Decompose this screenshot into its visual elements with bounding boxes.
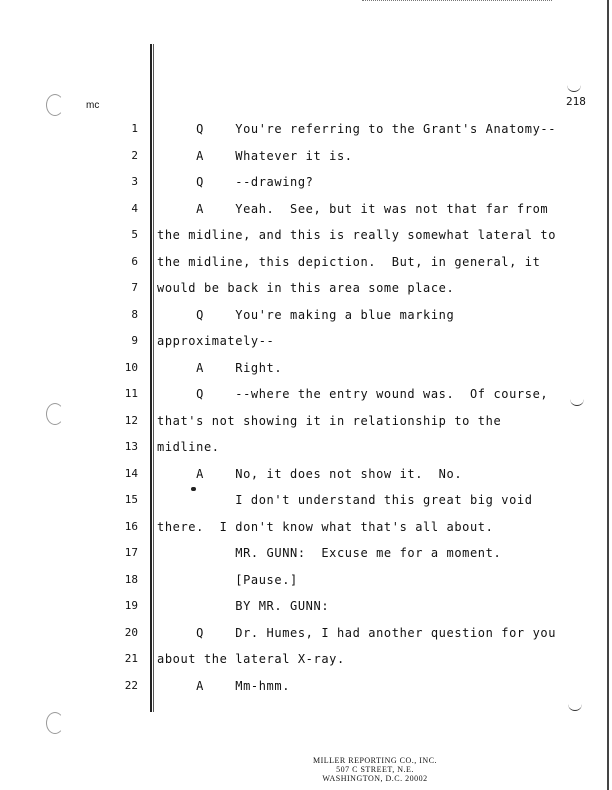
transcript-line: A Yeah. See, but it was not that far from: [157, 201, 549, 216]
line-number: 7: [131, 281, 138, 294]
transcript-line: that's not showing it in relationship to the: [157, 413, 502, 428]
transcript-line: the midline, and this is really somewhat lateral to: [157, 228, 557, 242]
check-mark-bottom: [568, 703, 582, 711]
transcript-line: [Pause.]: [157, 572, 298, 587]
transcript-line: A Right.: [157, 360, 283, 375]
transcript-line: A Mm-hmm.: [157, 678, 291, 693]
line-number: 11: [124, 387, 138, 400]
line-number: 22: [124, 678, 138, 692]
line-number: 20: [124, 625, 138, 639]
line-number: 8: [131, 307, 138, 321]
line-number: 2: [131, 148, 138, 162]
page-number: 218: [566, 95, 586, 108]
line-number: 13: [124, 440, 138, 453]
transcript-line: Q You're referring to the Grant's Anatomy--: [157, 122, 557, 136]
page-right-edge: [607, 0, 609, 790]
transcript-line: midline.: [157, 440, 220, 454]
transcript-line: MR. GUNN: Excuse me for a moment.: [157, 546, 502, 560]
line-number: 6: [131, 254, 138, 268]
line-number: 3: [131, 175, 138, 188]
reporter-footer: [270, 756, 480, 783]
transcript-body: [157, 119, 597, 702]
transcript-line: A No, it does not show it. No.: [157, 466, 463, 481]
transcript-line: the midline, this depiction. But, in general, it: [157, 254, 541, 269]
footer-company: MILLER REPORTING CO., INC.: [312, 756, 438, 765]
left-margin-rule: [150, 44, 152, 712]
line-number: 15: [124, 493, 138, 506]
transcript-line: A Whatever it is.: [157, 148, 353, 163]
transcript-line: approximately--: [157, 334, 275, 348]
transcript-line: about the lateral X-ray.: [157, 652, 345, 666]
line-number: 18: [124, 572, 138, 586]
punch-hole-bottom: [46, 712, 64, 734]
line-number: 16: [124, 519, 138, 533]
transcript-line: would be back in this area some place.: [157, 281, 455, 295]
line-number: 17: [124, 546, 138, 559]
transcript-line: BY MR. GUNN:: [157, 599, 330, 613]
transcript-line: Q --drawing?: [157, 175, 314, 189]
line-number: 14: [124, 466, 138, 480]
top-edge-mark: [362, 0, 552, 2]
line-number-column: [112, 119, 138, 702]
transcript-line: I don't understand this great big void: [157, 493, 533, 507]
line-number: 4: [131, 201, 138, 215]
footer-street: 507 C STREET, N.E.: [336, 765, 414, 774]
reporter-initials: mc: [86, 100, 100, 111]
punch-hole-middle: [46, 403, 64, 425]
line-number: 12: [124, 413, 138, 427]
line-number: 10: [124, 360, 138, 374]
check-mark-top: [567, 84, 581, 92]
transcript-line: Q --where the entry wound was. Of course,: [157, 387, 549, 401]
left-margin-rule-inner: [153, 44, 154, 712]
line-number: 5: [131, 228, 138, 241]
line-number: 19: [124, 599, 138, 612]
line-number: 1: [131, 122, 138, 135]
line-number: 21: [124, 652, 138, 665]
punch-hole-top: [46, 94, 64, 116]
line-number: 9: [131, 334, 138, 347]
transcript-line: Q You're making a blue marking: [157, 307, 455, 322]
transcript-line: there. I don't know what that's all about.: [157, 519, 494, 534]
footer-city: WASHINGTON, D.C. 20002: [322, 774, 428, 783]
transcript-line: Q Dr. Humes, I had another question for you: [157, 625, 557, 640]
